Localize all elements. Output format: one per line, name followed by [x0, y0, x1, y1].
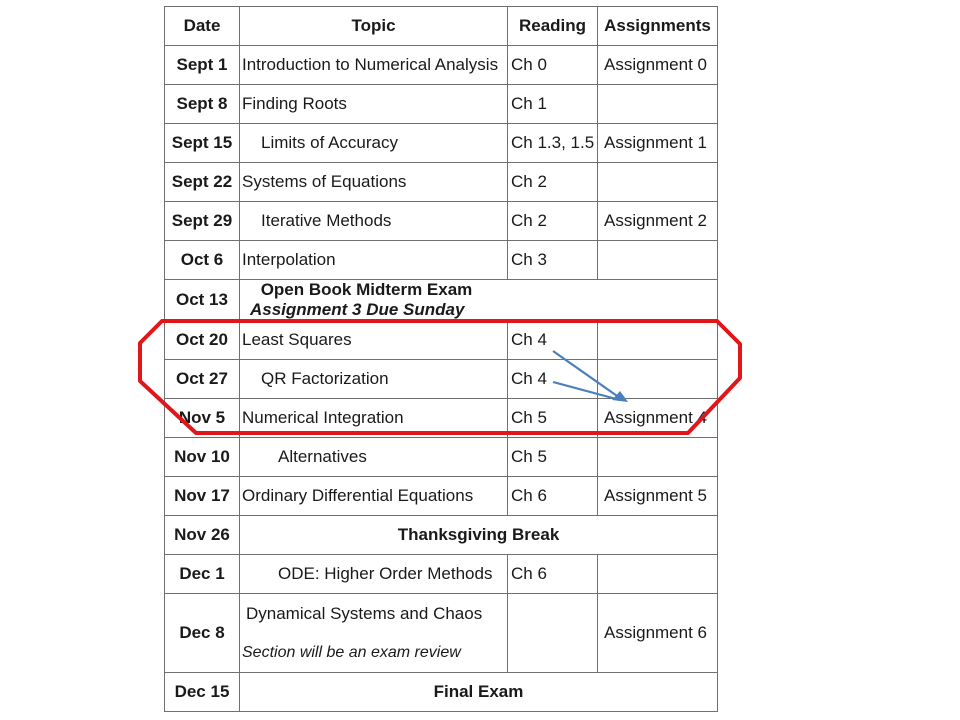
row-date: Sept 22 — [165, 163, 240, 202]
row-note: Section will be an exam review — [242, 644, 461, 661]
row-topic: Dynamical Systems and Chaos — [246, 604, 483, 623]
header-topic: Topic — [240, 7, 508, 46]
row-date: Nov 26 — [165, 516, 240, 555]
row-date: Dec 15 — [165, 673, 240, 712]
schedule-table — [164, 6, 718, 712]
row-topic: Limits of Accuracy — [240, 124, 508, 163]
row-assignment: Assignment 3 Due Sunday — [250, 300, 465, 319]
row-assignment: Assignment 6 — [598, 594, 718, 673]
row-reading: Ch 1.3, 1.5 — [508, 124, 598, 163]
row-date: Dec 8 — [165, 594, 240, 673]
row-date: Dec 1 — [165, 555, 240, 594]
table-row — [165, 516, 718, 555]
row-reading: Ch 1 — [508, 85, 598, 124]
row-topic: Introduction to Numerical Analysis — [240, 46, 508, 85]
row-topic: ODE: Higher Order Methods — [240, 555, 508, 594]
row-reading: Ch 3 — [508, 241, 598, 280]
row-reading — [508, 594, 598, 673]
row-topic: Interpolation — [240, 241, 508, 280]
table-row — [165, 124, 718, 163]
row-date: Oct 27 — [165, 360, 240, 399]
midterm-cell — [240, 280, 718, 321]
table-row — [165, 360, 718, 399]
row-reading: Ch 5 — [508, 438, 598, 477]
row-topic: Numerical Integration — [240, 399, 508, 438]
row-reading: Ch 6 — [508, 555, 598, 594]
table-row — [165, 163, 718, 202]
row-reading: Ch 6 — [508, 477, 598, 516]
table-row — [165, 46, 718, 85]
row-assignment: Assignment 0 — [598, 46, 718, 85]
row-topic: Systems of Equations — [240, 163, 508, 202]
table-row — [165, 399, 718, 438]
row-assignment — [598, 438, 718, 477]
header-reading: Reading — [508, 7, 598, 46]
row-topic: QR Factorization — [240, 360, 508, 399]
row-topic: Thanksgiving Break — [240, 516, 718, 555]
table-row — [165, 280, 718, 321]
table-row — [165, 321, 718, 360]
row-assignment — [598, 321, 718, 360]
row-assignment: Assignment 1 — [598, 124, 718, 163]
table-row — [165, 241, 718, 280]
row-reading: Ch 0 — [508, 46, 598, 85]
table-row — [165, 594, 718, 673]
row-assignment: Assignment 4 — [598, 399, 718, 438]
row-date: Nov 5 — [165, 399, 240, 438]
row-topic: Ordinary Differential Equations — [240, 477, 508, 516]
row-topic-cell — [240, 594, 508, 673]
row-topic: Finding Roots — [240, 85, 508, 124]
table-row — [165, 85, 718, 124]
table-row — [165, 202, 718, 241]
row-date: Oct 13 — [165, 280, 240, 321]
table-row — [165, 438, 718, 477]
header-date: Date — [165, 7, 240, 46]
row-topic: Final Exam — [240, 673, 718, 712]
row-date: Sept 8 — [165, 85, 240, 124]
table-row — [165, 477, 718, 516]
row-reading: Ch 4 — [508, 360, 598, 399]
row-date: Nov 10 — [165, 438, 240, 477]
row-reading: Ch 4 — [508, 321, 598, 360]
row-date: Nov 17 — [165, 477, 240, 516]
row-topic: Iterative Methods — [240, 202, 508, 241]
header-row — [165, 7, 718, 46]
row-date: Sept 15 — [165, 124, 240, 163]
row-topic: Least Squares — [240, 321, 508, 360]
row-topic: Open Book Midterm Exam — [260, 280, 473, 299]
row-reading: Ch 5 — [508, 399, 598, 438]
header-assignments: Assignments — [598, 7, 718, 46]
row-date: Sept 29 — [165, 202, 240, 241]
row-assignment: Assignment 2 — [598, 202, 718, 241]
row-assignment — [598, 163, 718, 202]
row-reading: Ch 2 — [508, 163, 598, 202]
row-topic: Alternatives — [240, 438, 508, 477]
row-date: Oct 6 — [165, 241, 240, 280]
row-date: Oct 20 — [165, 321, 240, 360]
row-assignment — [598, 555, 718, 594]
table-row — [165, 555, 718, 594]
row-assignment: Assignment 5 — [598, 477, 718, 516]
row-assignment — [598, 241, 718, 280]
row-assignment — [598, 85, 718, 124]
table-row — [165, 673, 718, 712]
row-reading: Ch 2 — [508, 202, 598, 241]
row-date: Sept 1 — [165, 46, 240, 85]
row-assignment — [598, 360, 718, 399]
